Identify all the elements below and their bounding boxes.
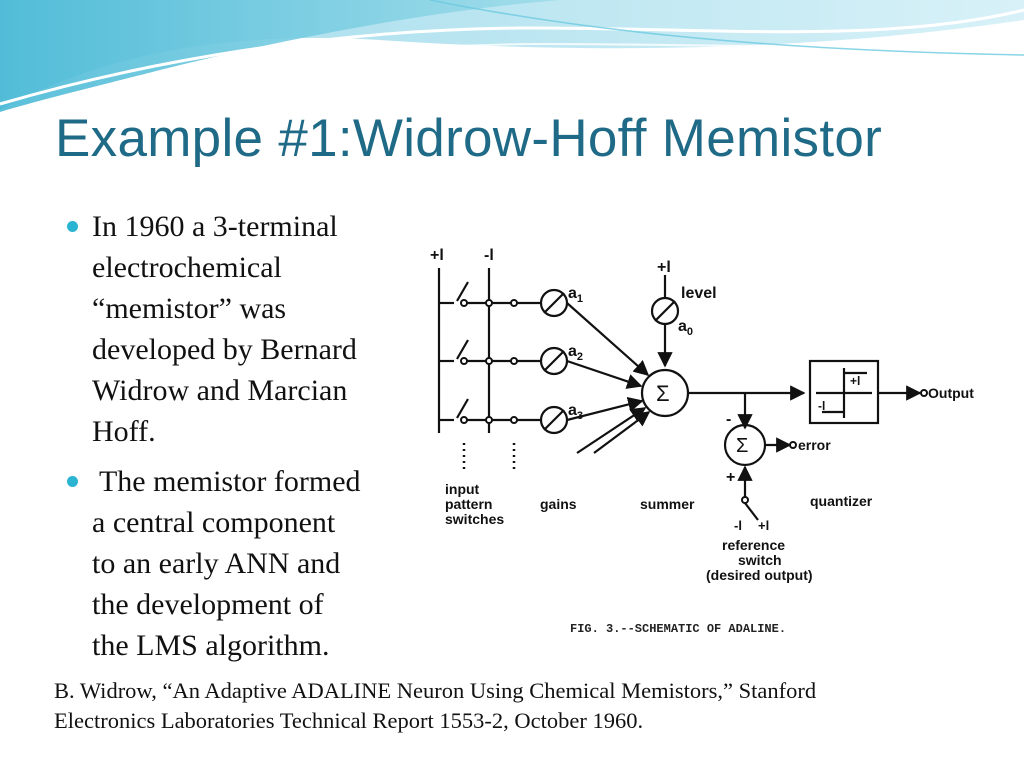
summer-sigma-label: Σ [656,381,670,406]
input-pattern-label-line3: switches [445,511,505,527]
bullet-text-line: The memistor formed [92,465,361,498]
gains-label: gains [540,496,577,512]
quantizer-label: quantizer [810,493,873,509]
figure-caption: FIG. 3.--SCHEMATIC OF ADALINE. [570,622,787,636]
error-minus-label: - [726,411,732,428]
error-label: error [798,437,831,453]
citation-line: Electronics Laboratories Technical Report 1553-2, October 1960. [54,708,644,733]
bullet-text-line: electrochemical [92,251,282,284]
bullet-text-line: Widrow and Marcian [92,374,348,407]
bullet-item [62,461,432,666]
gain-a2-label: $a_2$ [568,343,584,363]
reference-plus-label: +l [758,518,770,533]
bullet-text-line: the LMS algorithm. [92,629,330,662]
input-pattern-label-line2: pattern [445,496,493,512]
header-swoosh-decoration [0,0,1024,120]
quantizer-plus-label: +l [850,374,861,388]
plus-one-label: +l [430,247,444,264]
gain-a3-label: $a_3$ [568,402,584,422]
bullet-list [62,206,432,666]
bullet-text-line: a central component [92,506,336,539]
citation [54,676,994,736]
bullet-icon [67,221,78,232]
level-label: level [681,285,717,302]
bullet-text-line: to an early ANN and [92,547,341,580]
bullet-text-line: In 1960 a 3-terminal [92,210,338,243]
adaline-schematic-figure [412,238,984,646]
reference-label-line1: reference [722,537,786,553]
level-a0-label: $a_0$ [678,318,694,338]
reference-label-line2: switch [738,552,782,568]
summer-label: summer [640,496,695,512]
minus-one-label: -l [484,247,494,264]
gain-a1-label: $a_1$ [568,285,584,305]
reference-label-line3: (desired output) [706,567,813,583]
quantizer-minus-label: -l [818,399,826,413]
output-label: Output [928,385,974,401]
level-plus-one-label: +l [657,259,671,276]
citation-line: B. Widrow, “An Adaptive ADALINE Neuron Using Chemical Memistors,” Stanford [54,678,817,703]
bullet-text-line: Hoff. [92,415,156,448]
bullet-text-line: “memistor” was [92,292,287,325]
error-summer-sigma-label: Σ [736,435,749,457]
adaline-schematic-image [412,238,984,646]
reference-minus-label: -l [734,518,742,533]
error-plus-label: + [726,469,736,486]
bullet-item [62,206,432,452]
slide-title: Example #1:Widrow-Hoff Memistor [55,109,883,168]
bullet-icon [67,476,78,487]
input-pattern-label-line1: input [445,481,480,497]
bullet-text-line: the development of [92,588,324,621]
bullet-text-line: developed by Bernard [92,333,357,366]
